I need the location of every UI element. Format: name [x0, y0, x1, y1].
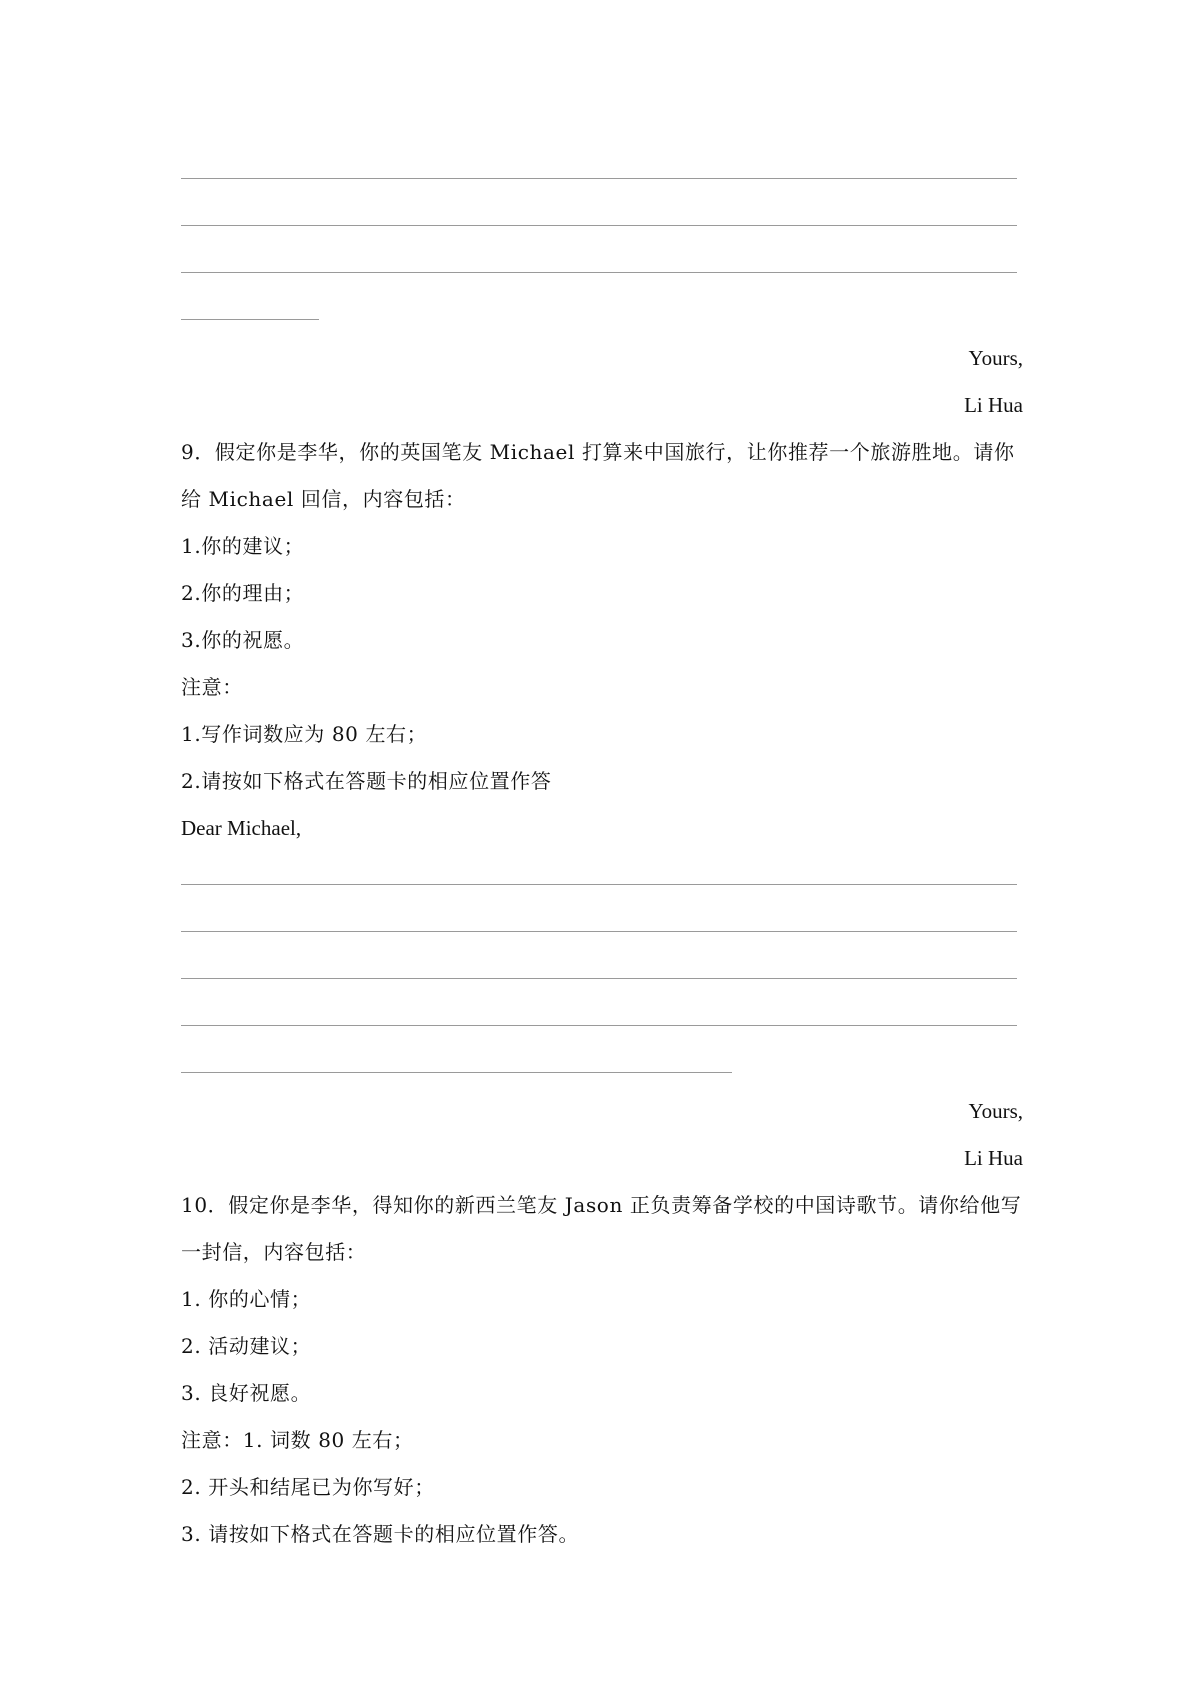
- q10-item-2: 2. 活动建议；: [181, 1334, 312, 1358]
- q9-item-2: 2.你的理由；: [181, 581, 305, 605]
- answer-line-short[interactable]: [181, 319, 319, 320]
- q9-item-1: 1.你的建议；: [181, 534, 305, 558]
- answer-line[interactable]: [181, 931, 1017, 932]
- answer-line[interactable]: [181, 884, 1017, 885]
- q9-note-heading: 注意：: [181, 675, 243, 699]
- answer-line[interactable]: [181, 978, 1017, 979]
- closing-yours: Yours,: [968, 1099, 1023, 1123]
- q9-note-2: 2.请按如下格式在答题卡的相应位置作答: [181, 769, 552, 793]
- signature-li-hua: Li Hua: [964, 1146, 1023, 1170]
- q9-salutation: Dear Michael,: [181, 816, 302, 840]
- answer-line[interactable]: [181, 178, 1017, 179]
- answer-line[interactable]: [181, 272, 1017, 273]
- closing-yours: Yours,: [968, 346, 1023, 370]
- answer-line-partial[interactable]: [181, 1072, 732, 1073]
- q9-prompt-line-2: 给 Michael 回信，内容包括：: [181, 487, 466, 511]
- answer-line[interactable]: [181, 1025, 1017, 1026]
- q9-note-1: 1.写作词数应为 80 左右；: [181, 722, 428, 746]
- q10-note-3: 3. 请按如下格式在答题卡的相应位置作答。: [181, 1522, 580, 1546]
- q10-prompt-line-1: 10．假定你是李华，得知你的新西兰笔友 Jason 正负责筹备学校的中国诗歌节。请你给他写: [181, 1193, 1022, 1217]
- signature-li-hua: Li Hua: [964, 393, 1023, 417]
- q10-note-1: 注意：1. 词数 80 左右；: [181, 1428, 414, 1452]
- q10-item-1: 1. 你的心情；: [181, 1287, 312, 1311]
- q9-prompt-line-1: 9．假定你是李华，你的英国笔友 Michael 打算来中国旅行，让你推荐一个旅游胜地。请你: [181, 440, 1015, 464]
- q10-prompt-line-2: 一封信，内容包括：: [181, 1240, 367, 1264]
- q10-note-2: 2. 开头和结尾已为你写好；: [181, 1475, 435, 1499]
- q9-item-3: 3.你的祝愿。: [181, 628, 305, 652]
- answer-line[interactable]: [181, 225, 1017, 226]
- q10-item-3: 3. 良好祝愿。: [181, 1381, 312, 1405]
